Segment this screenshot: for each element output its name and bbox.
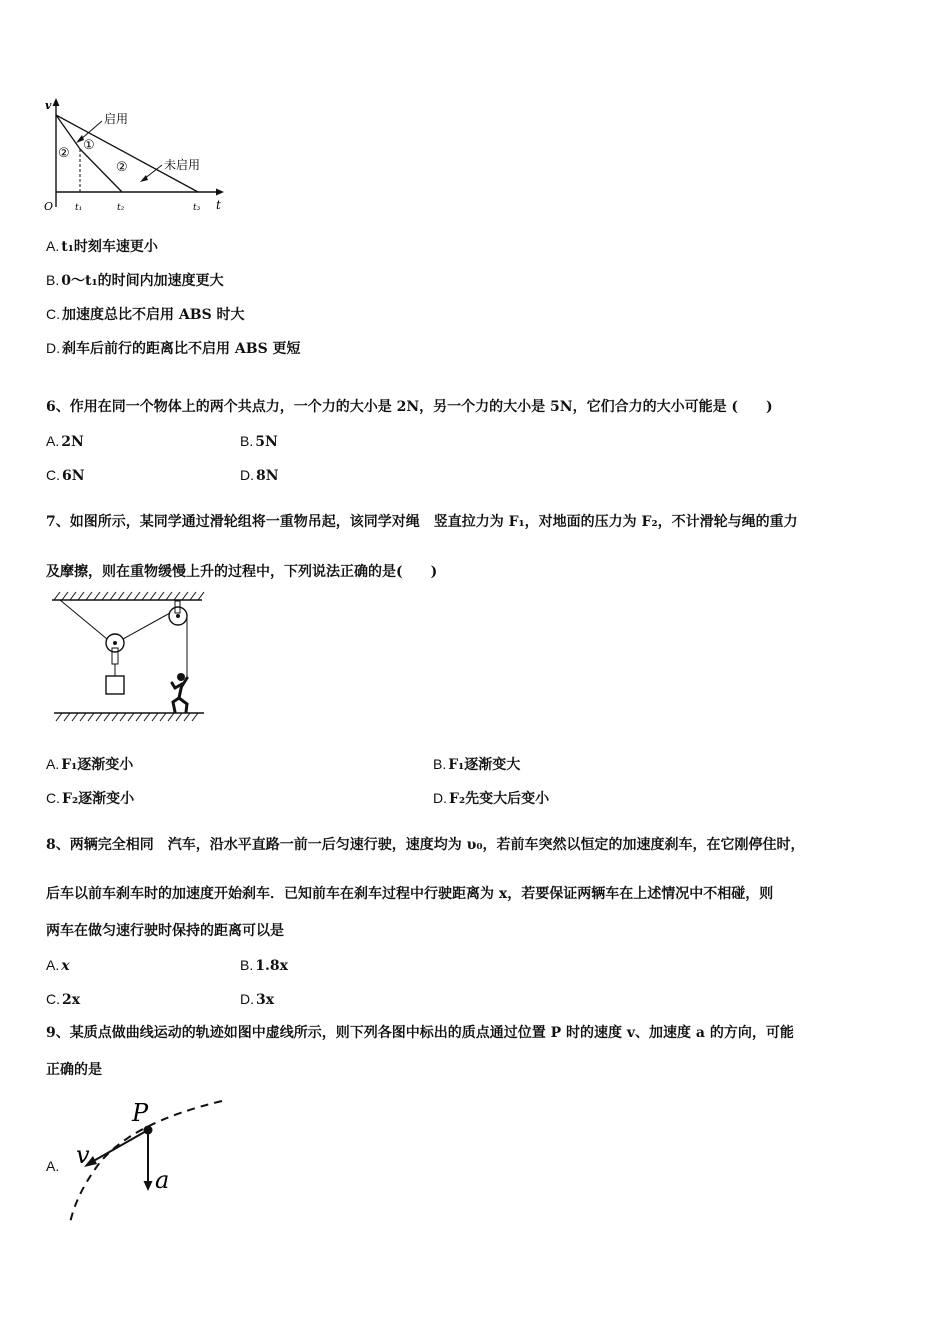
q6-option-d-text: 8N [256,468,279,484]
q6-option-b-text: 5N [255,434,278,450]
q7-option-d-label: D. [433,790,447,806]
q8-option-d-label: D. [240,991,254,1007]
q9-option-a-label[interactable]: A. [46,1158,60,1174]
q8-option-b[interactable] [240,955,288,976]
q5-option-d[interactable] [46,338,301,359]
t-axis-label: t [216,198,221,212]
abs-off-label: 未启用 [164,158,201,172]
q8-option-b-label: B. [240,957,254,973]
q8-option-a[interactable] [46,955,70,976]
q7-option-c-label: C. [46,790,60,806]
q7-option-c-text: F₂逐渐变小 [62,791,135,807]
no-abs-line [56,115,201,192]
q8-stem-line3: 两车在做匀速行驶时保持的距离可以是 [46,923,284,939]
q8-option-a-label: A. [46,957,60,973]
q7-option-c[interactable] [46,788,134,809]
q7-option-b[interactable] [433,754,520,775]
q5-option-b-label: B. [46,272,60,288]
abs-line-segment-1 [56,115,80,149]
point-p-label: P [132,1099,149,1127]
q6-option-d-label: D. [240,467,254,483]
q7-option-a[interactable] [46,754,133,775]
q5-option-d-label: D. [46,340,60,356]
q9-stem-line1: 9、某质点做曲线运动的轨迹如图中虚线所示，则下列各图中标出的质点通过位置 P 时的速度 v、加速度 a 的方向，可能 [46,1025,794,1041]
q5-option-b-text: 0～t₁的时间内加速度更大 [61,273,224,289]
q5-option-b[interactable] [46,270,224,291]
t2-label: t₂ [117,203,125,213]
q6-option-c-text: 6N [62,468,85,484]
movable-pulley-axle [113,641,117,645]
v-axis-label: v [45,99,52,112]
person-figure [172,673,187,712]
q5-option-c-text: 加速度总比不启用 ABS 时大 [62,307,245,323]
pulley-figure [48,588,208,723]
abs-on-label: 启用 [104,112,129,126]
q5-option-c-label: C. [46,306,60,322]
mark-2-right: ② [116,160,128,175]
q8-option-d[interactable] [240,989,274,1010]
fixed-pulley-axle [176,614,180,618]
floor-hatch [56,713,198,721]
weight-box [106,676,124,694]
acceleration-label: a [155,1166,170,1194]
origin-label: O [44,200,54,213]
q6-option-c-label: C. [46,467,60,483]
q6-option-b-label: B. [240,433,254,449]
q8-option-d-text: 3x [256,992,275,1008]
q8-stem-line2: 后车以前车刹车时的加速度开始刹车．已知前车在刹车过程中行驶距离为 x，若要保证两辆车在上述情况中不相碰，则 [46,886,774,902]
v-axis-arrow [53,98,60,106]
q6-option-a[interactable] [46,431,84,452]
q7-option-d-text: F₂先变大后变小 [449,791,550,807]
q5-option-a[interactable] [46,236,158,257]
t3-label: t₃ [193,203,201,213]
mark-1: ① [83,138,95,153]
q7-option-b-text: F₁逐渐变大 [448,757,521,773]
q6-option-b[interactable] [240,431,278,452]
q7-option-a-text: F₁逐渐变小 [61,757,134,773]
acceleration-arrow-head [144,1181,153,1191]
velocity-arrow [90,1130,148,1163]
rope-middle [123,613,170,639]
q6-option-c[interactable] [46,465,85,486]
ceiling-hatch [54,592,204,600]
vt-graph-figure [40,95,230,220]
q5-option-d-text: 刹车后前行的距离比不启用 ABS 更短 [62,341,301,357]
q6-option-a-text: 2N [61,434,84,450]
q5-option-a-label: A. [46,238,60,254]
q6-stem: 6、作用在同一个物体上的两个共点力，一个力的大小是 2N，另一个力的大小是 5N，它们合力的大小可能是 ( ) [46,399,773,415]
rope-left [60,600,107,639]
q8-option-c-label: C. [46,991,60,1007]
q7-stem-line1: 7、如图所示，某同学通过滑轮组将一重物吊起，该同学对绳 竖直拉力为 F₁，对地面的压力为 F₂，不计滑轮与绳的重力 [46,514,798,530]
q7-option-d[interactable] [433,788,549,809]
q7-option-a-label: A. [46,756,60,772]
q5-option-c[interactable] [46,304,245,325]
q8-option-c[interactable] [46,989,80,1010]
weight-hanger [112,648,118,664]
q5-option-a-text: t₁时刻车速更小 [61,239,158,255]
q7-option-b-label: B. [433,756,447,772]
q8-option-c-text: 2x [62,992,81,1008]
no-abs-pointer-head [140,175,148,182]
q9-stem-line2: 正确的是 [46,1062,102,1078]
velocity-label: v [76,1141,90,1169]
q8-stem-line1: 8、两辆完全相同 汽车，沿水平直路一前一后匀速行驶，速度均为 υ₀，若前车突然以恒定的加速度刹车，在它刚停住时， [46,837,805,853]
q6-option-a-label: A. [46,433,60,449]
mark-2-left: ② [58,146,70,161]
q7-stem-line2: 及摩擦，则在重物缓慢上升的过程中，下列说法正确的是( ) [46,564,438,580]
curve-motion-figure-a [60,1095,235,1230]
q8-option-a-text: x [61,958,70,974]
t1-label: t₁ [75,203,83,213]
q6-option-d[interactable] [240,465,279,486]
q8-option-b-text: 1.8x [255,958,288,974]
t-axis-arrow [216,189,224,196]
